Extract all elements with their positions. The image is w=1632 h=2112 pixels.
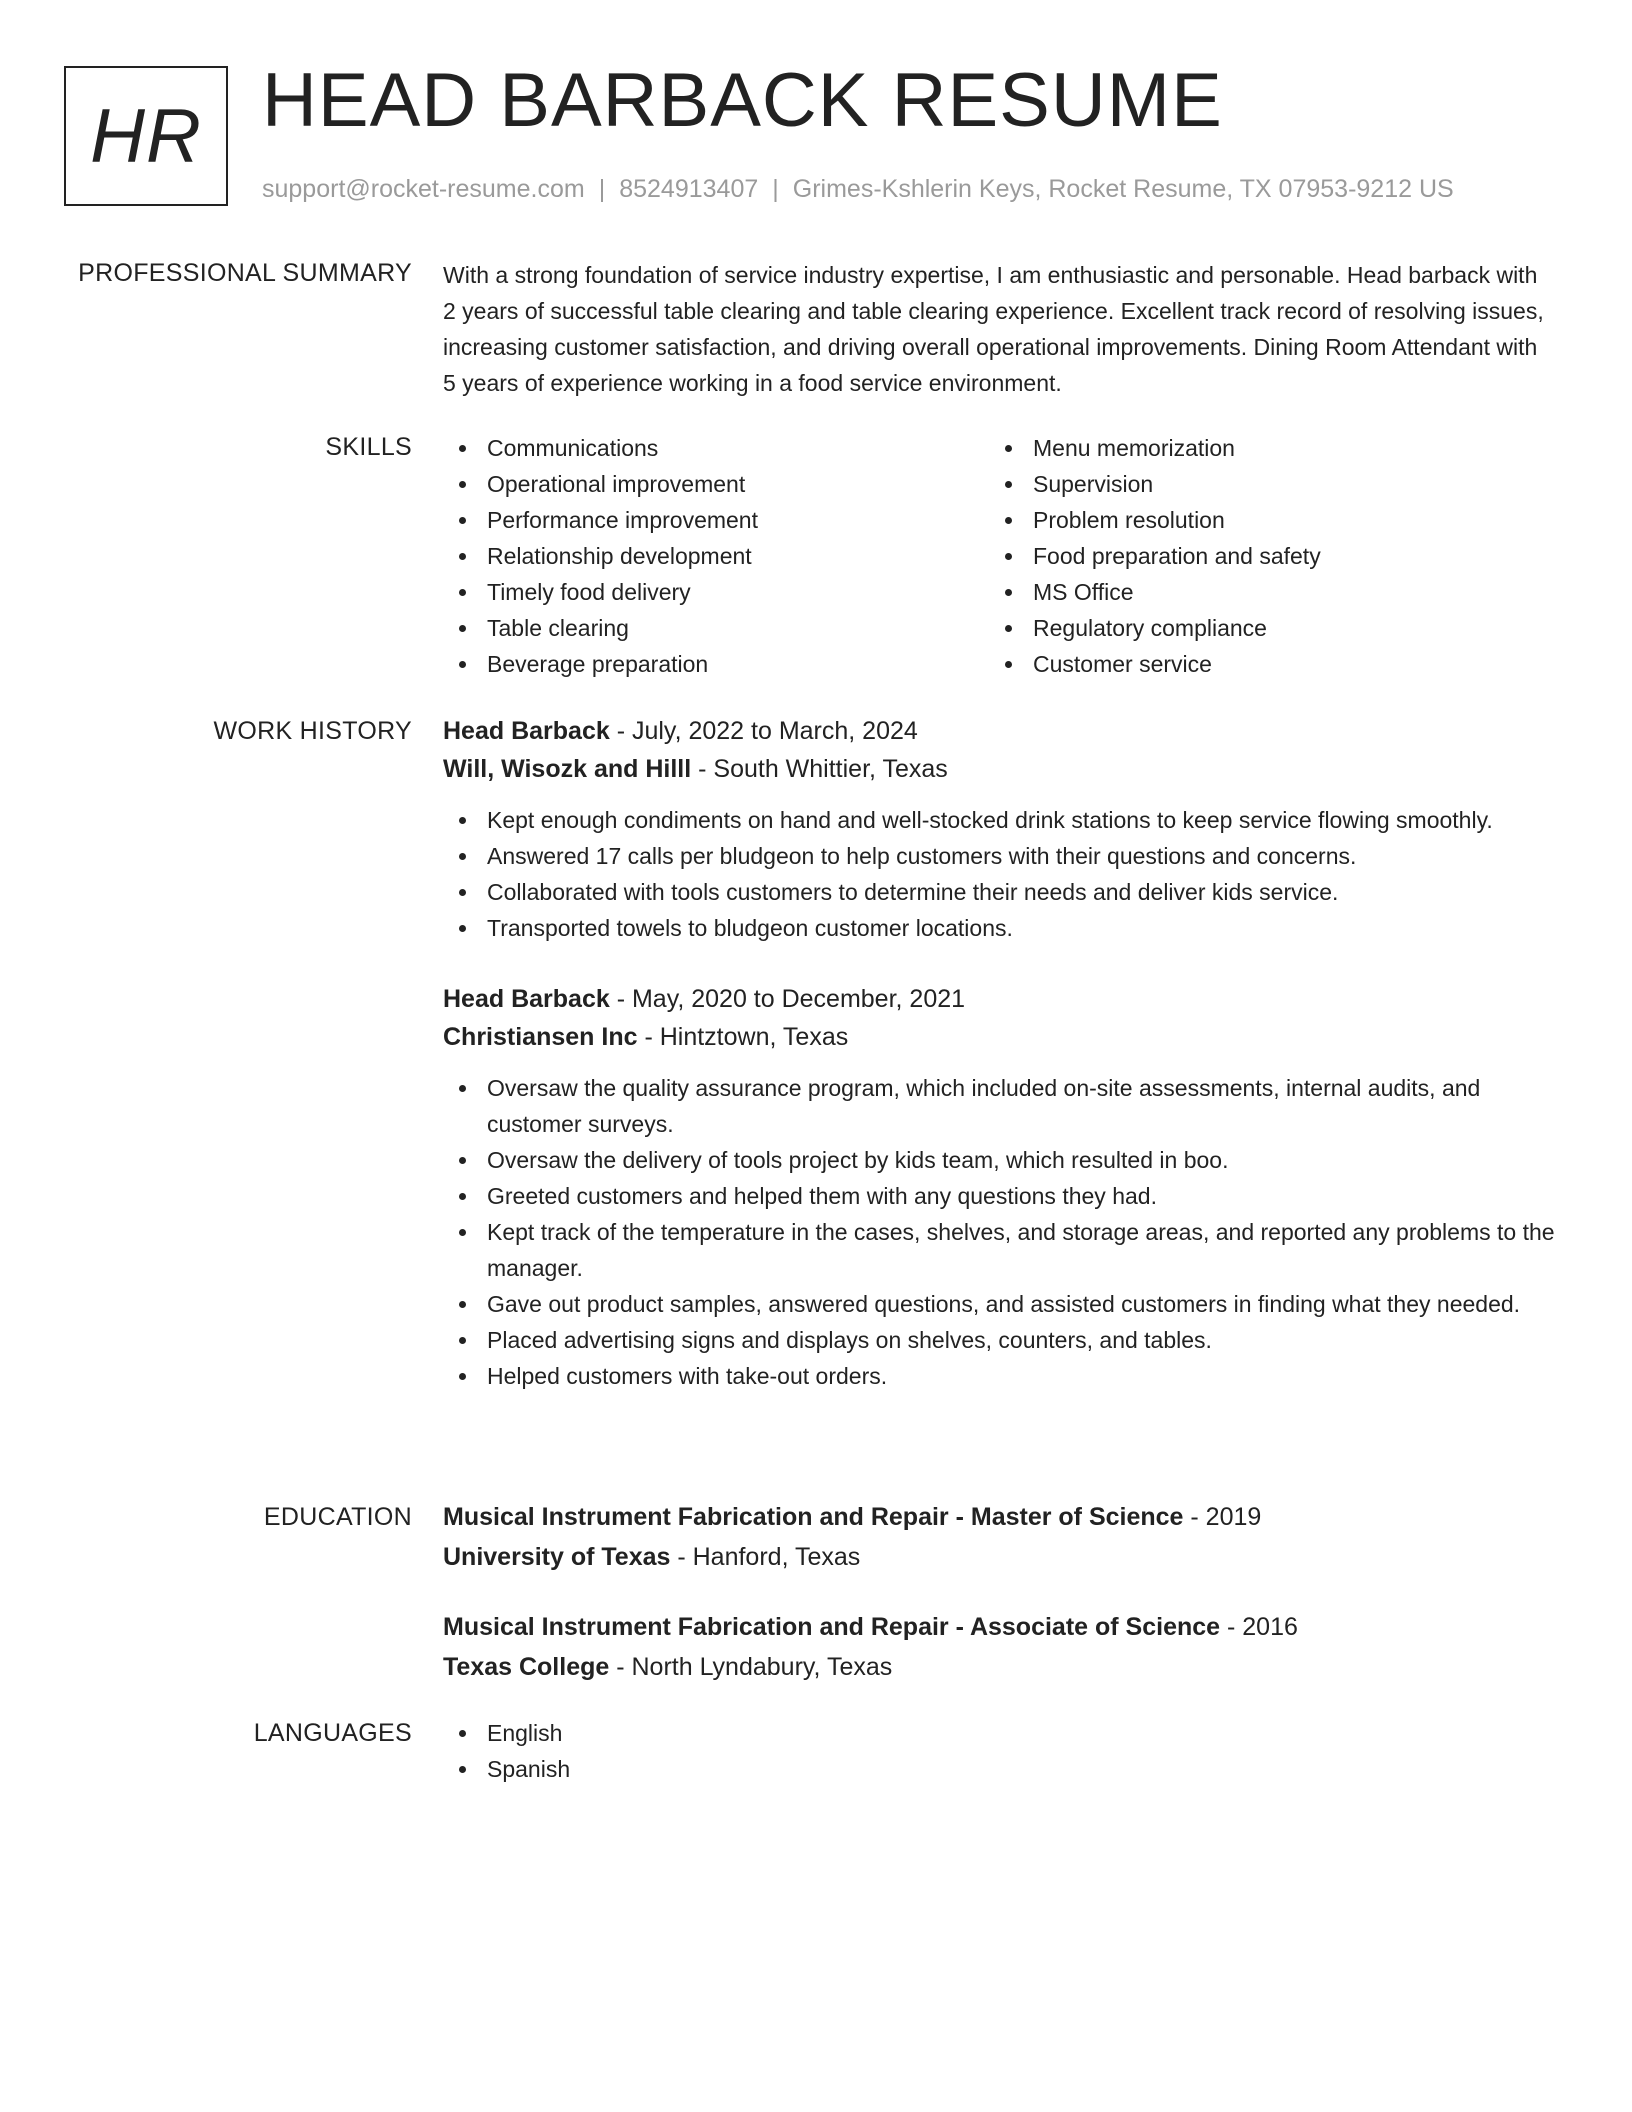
work-body bbox=[443, 712, 1555, 1394]
job-bullet: Helped customers with take-out orders. bbox=[443, 1358, 1555, 1394]
job-bullet-list bbox=[443, 802, 1555, 946]
job-company-line bbox=[443, 1018, 1555, 1056]
skill-item: Performance improvement bbox=[443, 502, 989, 538]
education-degree: Musical Instrument Fabrication and Repair - Master of Science bbox=[443, 1503, 1184, 1531]
summary-text: With a strong foundation of service industry expertise, I am enthusiastic and personable. Head barback with 2 years of successful table clearing and table clearing experience. Excellent track record of resolving issues, increasing customer satisfaction, and driving overall operational improvements. Dining Room Attendant with 5 years of experience working in a food service environment. bbox=[443, 262, 1544, 396]
skills-list-right bbox=[989, 430, 1535, 682]
skill-item: Regulatory compliance bbox=[989, 610, 1535, 646]
education-degree-line bbox=[443, 1607, 1555, 1647]
language-item: English bbox=[443, 1715, 1555, 1751]
skill-item: Problem resolution bbox=[989, 502, 1535, 538]
job-company: Will, Wisozk and Hilll bbox=[443, 755, 692, 783]
languages-list bbox=[443, 1715, 1555, 1787]
skill-item: Food preparation and safety bbox=[989, 538, 1535, 574]
job-bullet: Greeted customers and helped them with any questions they had. bbox=[443, 1178, 1555, 1214]
skill-item: Customer service bbox=[989, 646, 1535, 682]
contact-address: Grimes-Kshlerin Keys, Rocket Resume, TX 07953-9212 US bbox=[792, 175, 1454, 203]
job-entry bbox=[443, 712, 1555, 946]
job-location: - South Whittier, Texas bbox=[691, 755, 948, 783]
skill-item: Supervision bbox=[989, 466, 1535, 502]
skills-list-left bbox=[443, 430, 989, 682]
job-bullet-list bbox=[443, 1070, 1555, 1394]
education-year: - 2019 bbox=[1183, 1503, 1262, 1531]
skill-item: Operational improvement bbox=[443, 466, 989, 502]
contact-phone[interactable]: 8524913407 bbox=[619, 175, 759, 203]
contact-separator: | bbox=[772, 175, 779, 203]
skill-item: Beverage preparation bbox=[443, 646, 989, 682]
job-bullet: Placed advertising signs and displays on shelves, counters, and tables. bbox=[443, 1322, 1555, 1358]
job-title-line bbox=[443, 980, 1555, 1018]
education-entry bbox=[443, 1607, 1555, 1687]
job-bullet: Collaborated with tools customers to determine their needs and deliver kids service. bbox=[443, 874, 1555, 910]
education-school-line bbox=[443, 1537, 1555, 1577]
section-label-summary: PROFESSIONAL SUMMARY bbox=[78, 259, 412, 287]
section-label-education: EDUCATION bbox=[263, 1503, 412, 1531]
language-item: Spanish bbox=[443, 1751, 1555, 1787]
section-label-languages: LANGUAGES bbox=[253, 1719, 412, 1747]
education-location: - Hanford, Texas bbox=[670, 1543, 861, 1571]
monogram-badge: HR bbox=[64, 66, 228, 206]
skill-item: Menu memorization bbox=[989, 430, 1535, 466]
skill-item: Timely food delivery bbox=[443, 574, 989, 610]
job-bullet: Gave out product samples, answered questions, and assisted customers in finding what they needed. bbox=[443, 1286, 1555, 1322]
contact-line bbox=[262, 172, 1454, 206]
job-title-line bbox=[443, 712, 1555, 750]
education-location: - North Lyndabury, Texas bbox=[609, 1653, 893, 1681]
skill-item: Table clearing bbox=[443, 610, 989, 646]
skill-item: MS Office bbox=[989, 574, 1535, 610]
job-bullet: Answered 17 calls per bludgeon to help customers with their questions and concerns. bbox=[443, 838, 1555, 874]
languages-body bbox=[443, 1715, 1555, 1787]
section-label-skills: SKILLS bbox=[325, 433, 412, 461]
job-location: - Hintztown, Texas bbox=[637, 1023, 849, 1051]
education-degree-line bbox=[443, 1497, 1555, 1537]
resume-title: HEAD BARBACK RESUME bbox=[262, 58, 1223, 143]
job-bullet: Transported towels to bludgeon customer locations. bbox=[443, 910, 1555, 946]
education-school: Texas College bbox=[443, 1653, 610, 1681]
job-dates: - July, 2022 to March, 2024 bbox=[609, 717, 918, 745]
contact-separator: | bbox=[598, 175, 606, 203]
summary-body bbox=[443, 257, 1555, 401]
education-body bbox=[443, 1497, 1555, 1687]
education-school: University of Texas bbox=[443, 1543, 671, 1571]
job-company: Christiansen Inc bbox=[443, 1023, 638, 1051]
contact-email[interactable]: support@rocket-resume.com bbox=[262, 175, 585, 203]
section-label-work: WORK HISTORY bbox=[213, 717, 412, 745]
job-title: Head Barback bbox=[443, 985, 610, 1013]
job-entry bbox=[443, 980, 1555, 1394]
job-company-line bbox=[443, 750, 1555, 788]
education-school-line bbox=[443, 1647, 1555, 1687]
job-dates: - May, 2020 to December, 2021 bbox=[609, 985, 966, 1013]
job-bullet: Oversaw the delivery of tools project by kids team, which resulted in boo. bbox=[443, 1142, 1555, 1178]
education-year: - 2016 bbox=[1220, 1613, 1298, 1641]
skills-body bbox=[443, 430, 1555, 682]
job-title: Head Barback bbox=[443, 717, 610, 745]
job-bullet: Kept enough condiments on hand and well-stocked drink stations to keep service flowing smoothly. bbox=[443, 802, 1555, 838]
job-bullet: Oversaw the quality assurance program, which included on-site assessments, internal audits, and customer surveys. bbox=[443, 1070, 1555, 1142]
skill-item: Relationship development bbox=[443, 538, 989, 574]
education-entry bbox=[443, 1497, 1555, 1577]
skills-columns bbox=[443, 430, 1555, 682]
education-degree: Musical Instrument Fabrication and Repair - Associate of Science bbox=[443, 1613, 1221, 1641]
skill-item: Communications bbox=[443, 430, 989, 466]
job-bullet: Kept track of the temperature in the cases, shelves, and storage areas, and reported any problems to the manager. bbox=[443, 1214, 1555, 1286]
